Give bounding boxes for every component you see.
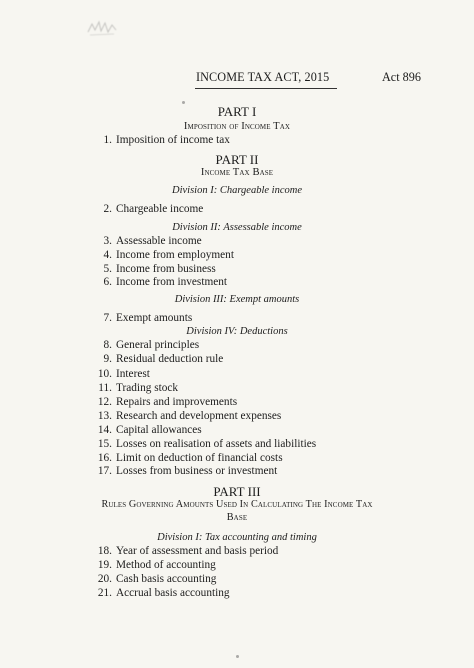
toc-item: [90, 587, 430, 599]
toc-item-number: 16.: [97, 452, 112, 464]
toc-item-number: 11.: [98, 382, 112, 394]
toc-item-number: 13.: [97, 410, 112, 422]
part-1-title: PART I: [217, 104, 257, 119]
toc-item: [90, 368, 430, 380]
toc-item: [90, 545, 430, 557]
toc-item-number: 4.: [103, 249, 112, 261]
toc-item-label: Residual deduction rule: [116, 353, 224, 365]
division-heading: Division I: Tax accounting and timing: [157, 532, 317, 543]
toc-item-label: Method of accounting: [116, 559, 216, 571]
toc-item: [90, 276, 430, 288]
toc-item-number: 2.: [103, 203, 112, 215]
toc-item: [90, 438, 430, 450]
toc-item-number: 21.: [97, 587, 112, 599]
toc-item-label: Limit on deduction of financial costs: [116, 452, 283, 464]
toc-item-label: Income from business: [116, 263, 216, 275]
division-heading: Division I: Chargeable income: [172, 185, 302, 196]
part-3-title: PART III: [213, 484, 261, 499]
toc-item-number: 14.: [97, 424, 112, 436]
toc-item-number: 5.: [103, 263, 112, 275]
scan-speck: [182, 101, 185, 104]
toc-item-number: 18.: [97, 545, 112, 557]
division-heading: Division II: Assessable income: [172, 222, 302, 233]
toc-item-label: General principles: [116, 339, 200, 351]
toc-item-number: 10.: [97, 368, 112, 380]
part-2-subtitle: Income Tax Base: [200, 167, 274, 178]
header-underline: [195, 88, 337, 89]
toc-item: [90, 452, 430, 464]
toc-item-number: 7.: [103, 312, 112, 324]
scan-speck: [236, 655, 239, 658]
toc-item: [90, 424, 430, 436]
toc-item-label: Imposition of income tax: [116, 134, 230, 146]
toc-item-label: Assessable income: [116, 235, 202, 247]
toc-item-label: Accrual basis accounting: [116, 587, 230, 599]
toc-item-label: Cash basis accounting: [116, 573, 217, 585]
toc-item: [90, 353, 430, 365]
toc-item: [90, 339, 430, 351]
toc-item: [90, 203, 430, 215]
part-1-subtitle: Imposition of Income Tax: [183, 121, 291, 132]
toc-item: [90, 559, 430, 571]
toc-item-number: 6.: [103, 276, 112, 288]
toc-item-label: Research and development expenses: [116, 410, 282, 422]
toc-item-label: Capital allowances: [116, 424, 202, 436]
toc-item-number: 8.: [103, 339, 112, 351]
page-header: [0, 70, 474, 92]
toc-item-label: Income from employment: [116, 249, 234, 261]
toc-item-number: 3.: [103, 235, 112, 247]
toc-item-label: Trading stock: [116, 382, 179, 394]
part-3-subtitle-line-1: Rules Governing Amounts Used In Calculating The Income Tax: [101, 499, 373, 510]
stamp-mark: [86, 18, 118, 38]
toc-item: [90, 249, 430, 261]
part-3-subtitle-line-2: Base: [226, 512, 248, 523]
toc-item-number: 12.: [97, 396, 112, 408]
toc-item-label: Interest: [116, 368, 150, 380]
toc-item-label: Repairs and improvements: [116, 396, 238, 408]
act-title: INCOME TAX ACT, 2015: [196, 70, 330, 84]
division-heading: Division IV: Deductions: [186, 326, 288, 337]
toc-item: [90, 235, 430, 247]
toc-item: [90, 410, 430, 422]
toc-item: [90, 396, 430, 408]
toc-item: [90, 263, 430, 275]
toc-item-label: Losses from business or investment: [116, 465, 278, 477]
toc-item-label: Losses on realisation of assets and liabilities: [116, 438, 317, 450]
toc-item-label: Chargeable income: [116, 203, 204, 215]
act-number: Act 896: [382, 70, 421, 84]
toc-item: [90, 573, 430, 585]
toc-item-label: Income from investment: [116, 276, 228, 288]
toc-item-number: 17.: [97, 465, 112, 477]
toc-item-number: 19.: [97, 559, 112, 571]
toc-item: [90, 465, 430, 477]
division-heading: Division III: Exempt amounts: [174, 294, 300, 305]
toc-item-label: Year of assessment and basis period: [116, 545, 279, 557]
toc-item-number: 20.: [97, 573, 112, 585]
toc-item: [90, 312, 430, 324]
toc-item: [90, 134, 430, 146]
toc-item-label: Exempt amounts: [116, 312, 193, 324]
toc-item-number: 9.: [103, 353, 112, 365]
toc-item: [90, 382, 430, 394]
toc-item-number: 15.: [97, 438, 112, 450]
part-2-title: PART II: [215, 152, 259, 167]
toc-item-number: 1.: [103, 134, 112, 146]
